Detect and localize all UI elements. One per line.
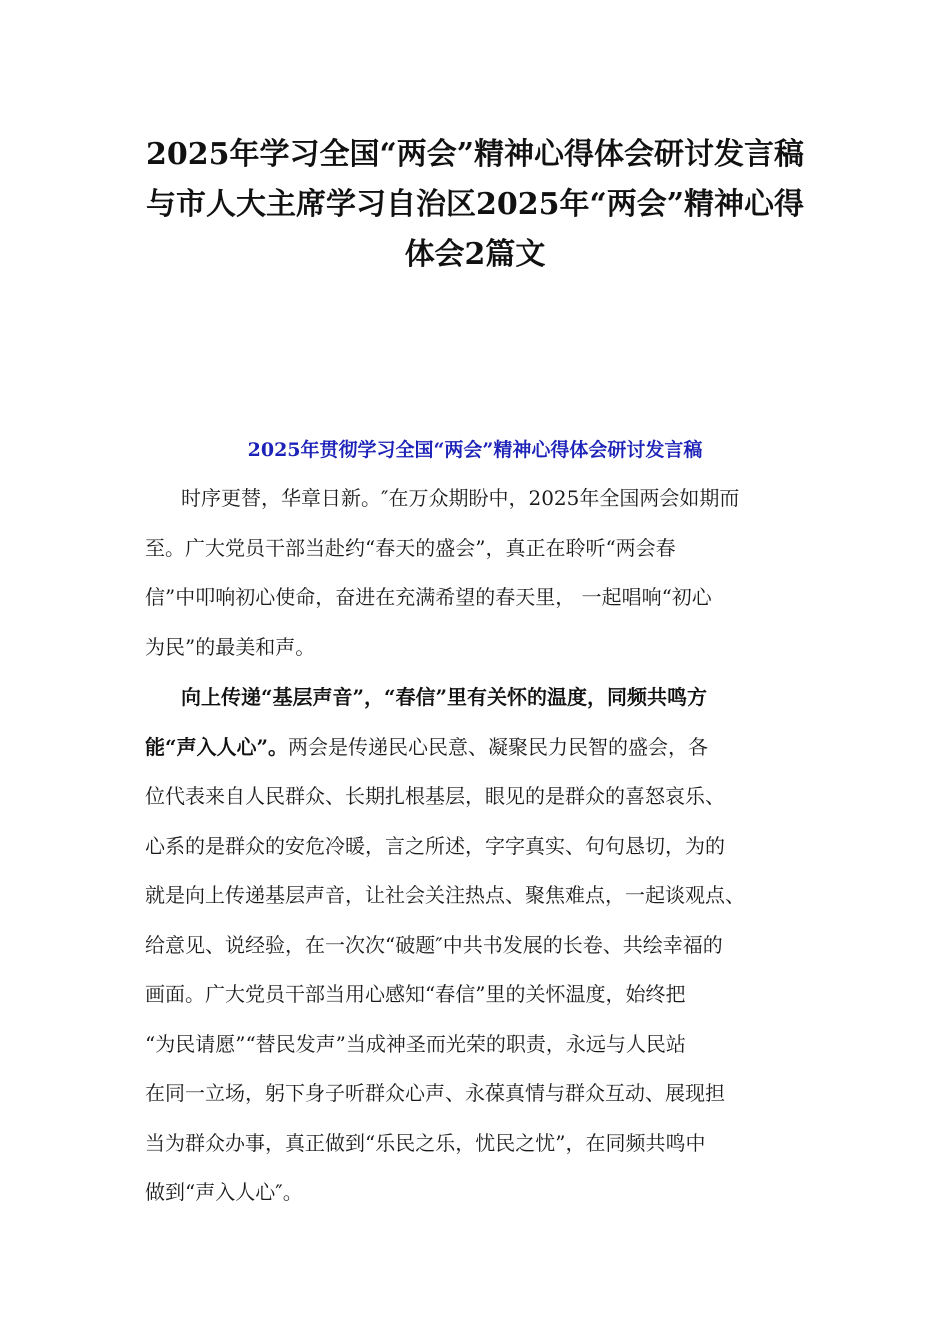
paragraph-2-line: 在同一立场，躬下身子听群众心声、永葆真情与群众互动、展现担: [145, 1081, 725, 1105]
paragraph-2-line: 给意见、说经验，在一次次“破题″中共书发展的长卷、共绘幸福的: [145, 932, 723, 957]
paragraph-1-line: 信”中叩响初心使命，奋进在充满希望的春天里， 一起唱响“初心: [145, 585, 712, 609]
paragraph-2-bold-lead: 向上传递“基层声音”，“春信”里有关怀的温度，同频共鸣方: [181, 685, 708, 709]
paragraph-2-line-text: 两会是传递民心民意、凝聚民力民智的盛会，各: [288, 734, 709, 759]
paragraph-2: [145, 673, 835, 1218]
paragraph-2-line: 当为群众办事，真正做到“乐民之乐，忧民之忧”，在同频共鸣中: [145, 1130, 706, 1155]
paragraph-1-line: 为民”的最美和声。: [145, 634, 316, 659]
paragraph-2-bold-lead-end: 能“声入人心”。: [145, 734, 289, 759]
paragraph-2-line: 画面。广大党员干部当用心感知“春信”里的关怀温度，始终把: [145, 982, 686, 1006]
paragraph-2-line: [145, 723, 835, 773]
section-heading: 2025年贯彻学习全国“两会”精神心得体会研讨发言稿: [247, 439, 703, 461]
paragraph-2-line: 心系的是群众的安危冷暖，言之所述，字字真实、句句恳切，为的: [145, 833, 725, 858]
paragraph-2-line: “为民请愿”“替民发声”当成神圣而光荣的职责，永远与人民站: [145, 1031, 686, 1056]
paragraph-2-line: 位代表来自人民群众、长期扎根基层，眼见的是群众的喜怒哀乐、: [145, 784, 725, 808]
title-line-2: 与市人大主席学习自治区2025年“两会”精神心得: [145, 187, 804, 222]
paragraph-2-line: 就是向上传递基层声音，让社会关注热点、聚焦难点，一起谈观点、: [145, 883, 745, 907]
paragraph-1: [145, 474, 835, 672]
paragraph-1-line: 时序更替，华章日新。″在万众期盼中，2025年全国两会如期而: [181, 486, 740, 510]
title-line-1: 2025年学习全国“两会”精神心得体会研讨发言稿: [145, 137, 804, 172]
paragraph-2-line: 做到“声入人心″。: [145, 1180, 303, 1204]
paragraph-1-line: 至。广大党员干部当赴约“春天的盛会”，真正在聆听“两会春: [145, 535, 676, 560]
document-title: [100, 130, 850, 280]
title-line-3: 体会2篇文: [404, 237, 546, 272]
